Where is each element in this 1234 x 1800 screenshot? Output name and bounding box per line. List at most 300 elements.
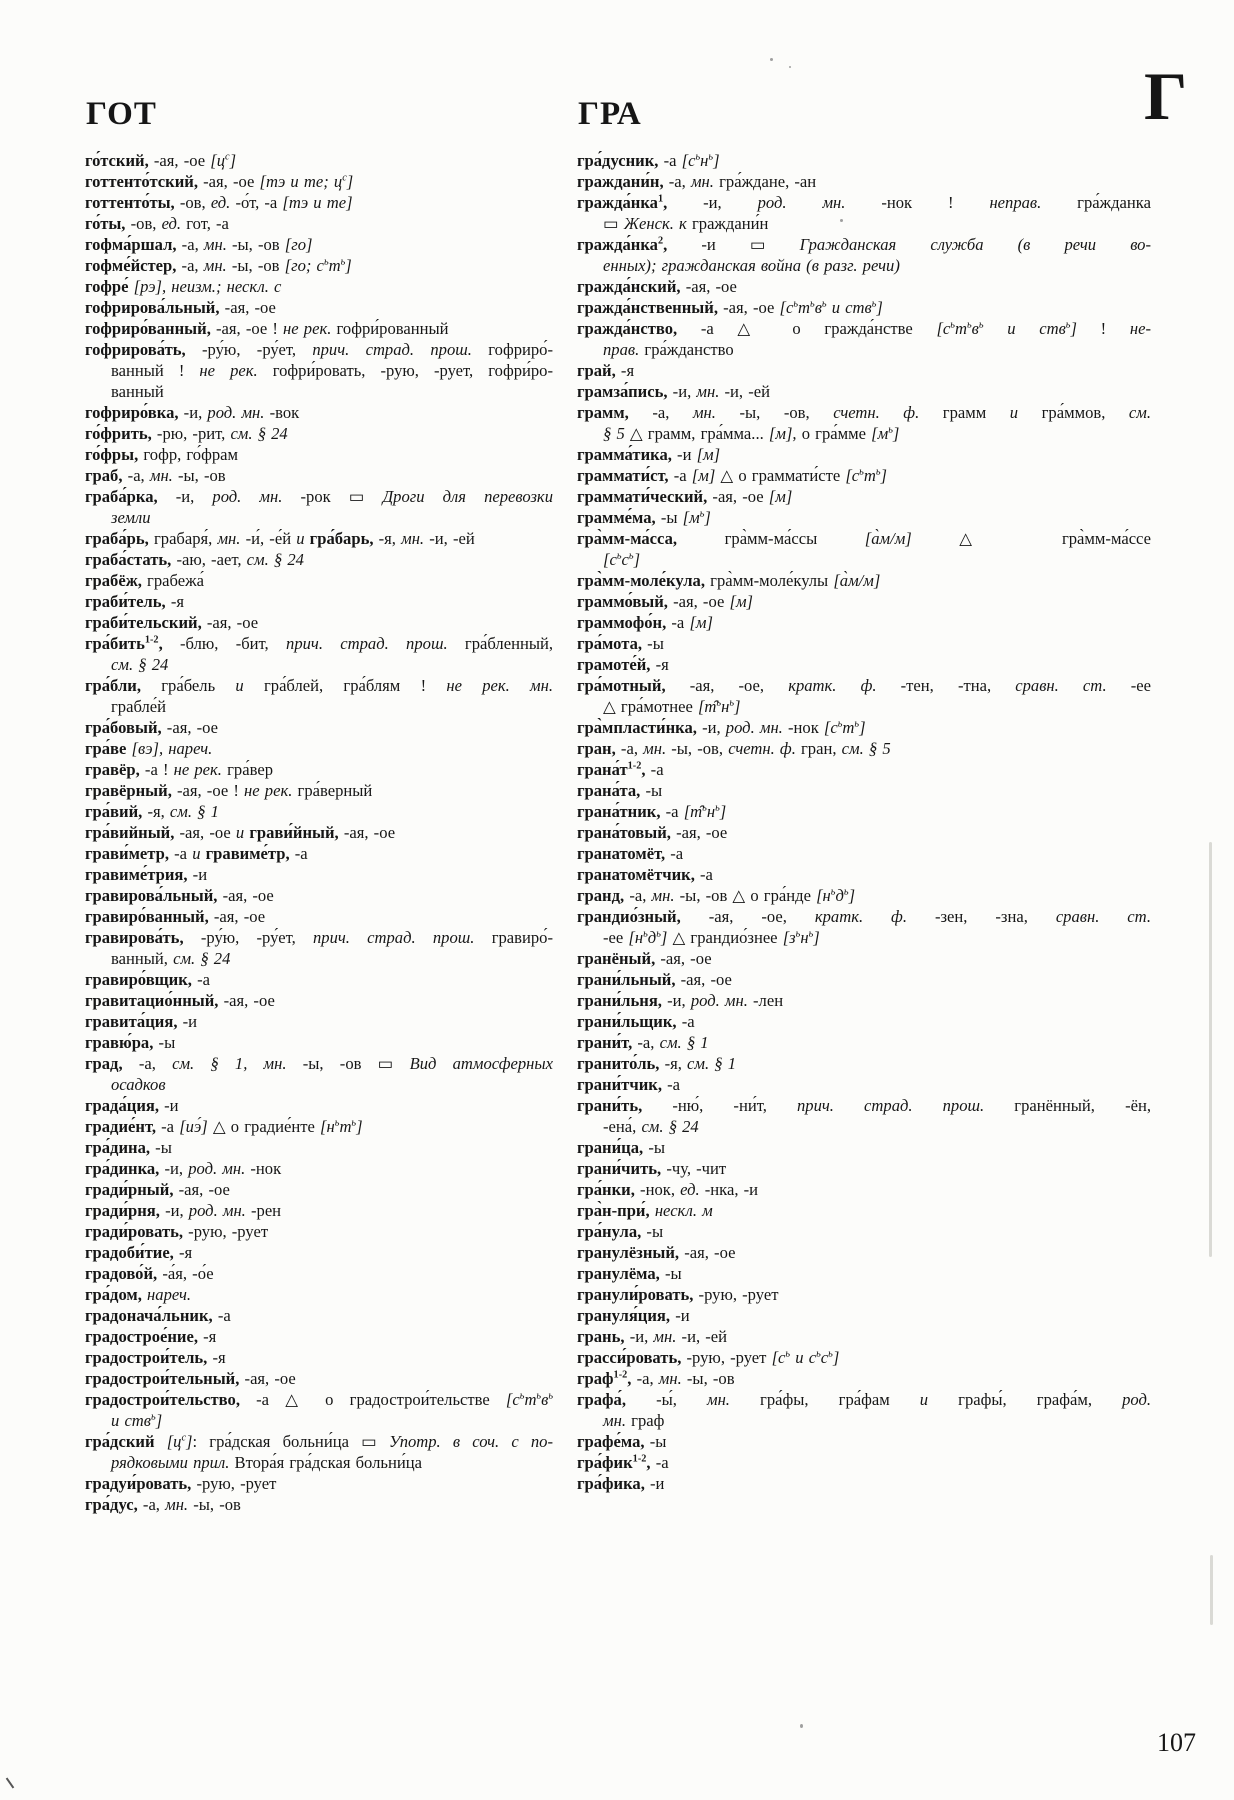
entry-line: [577, 759, 1151, 780]
text-segment: ,: [627, 1369, 632, 1388]
text-segment: ]: [345, 256, 352, 275]
entry-line: [577, 738, 1151, 759]
text-segment: и с: [790, 1348, 817, 1367]
text-segment: -ая, -ое: [218, 991, 275, 1010]
text-segment: гра́верный: [292, 781, 373, 800]
text-segment: прич. страд. прош.: [312, 928, 475, 947]
text-segment: гранулёзный,: [577, 1243, 680, 1262]
text-segment: не-: [1129, 319, 1151, 338]
dictionary-entry: [577, 717, 1151, 738]
text-segment: гра́блей, гра́блям !: [243, 676, 447, 695]
text-segment: -ы: [659, 1264, 682, 1283]
text-segment: грамм: [919, 403, 1010, 422]
text-segment: род. мн.: [188, 1201, 246, 1220]
text-segment: Дроги для перевозки: [382, 487, 553, 506]
text-segment: -а: [658, 151, 682, 170]
entry-line: [577, 423, 1151, 444]
text-segment: ь: [816, 1348, 821, 1360]
entry-line: [85, 1347, 553, 1368]
text-segment: -и,: [696, 718, 726, 737]
entry-line: [85, 1473, 553, 1494]
text-segment: мн.: [692, 403, 716, 422]
dictionary-entry: [85, 528, 553, 549]
text-segment: ь: [715, 802, 720, 814]
text-segment: -ы, -ов: [188, 1495, 241, 1514]
text-segment: [м]: [768, 487, 793, 506]
entry-line: [85, 1494, 553, 1515]
text-segment: -а: [289, 844, 308, 863]
text-segment: гради́рня,: [85, 1201, 160, 1220]
text-segment: ь: [830, 886, 836, 898]
entry-line: [577, 675, 1151, 696]
text-segment: графе́ма,: [577, 1432, 645, 1451]
dictionary-entry: [85, 1011, 553, 1032]
dictionary-entry: [85, 675, 553, 717]
text-segment: гофрирова́ть,: [85, 340, 186, 359]
text-segment: [иэ́]: [179, 1117, 208, 1136]
text-segment: -а: [666, 613, 690, 632]
text-segment: -ы: [655, 508, 683, 527]
text-segment: готтенто́ты,: [85, 193, 175, 212]
text-segment: ь: [729, 697, 735, 709]
text-segment: -а: [645, 760, 664, 779]
text-segment: -а,: [137, 1495, 166, 1514]
dictionary-entry: [85, 1200, 553, 1221]
text-segment: -а,: [176, 235, 204, 254]
dictionary-entry: [85, 1473, 553, 1494]
text-segment: см. § 1, мн.: [172, 1054, 287, 1073]
text-segment: мн.: [658, 1369, 682, 1388]
text-segment: земли: [111, 508, 151, 527]
text-segment: [н: [816, 886, 831, 905]
entry-line: [577, 591, 1151, 612]
text-segment: гравита́ция,: [85, 1012, 178, 1031]
text-segment: -и, -ей: [676, 1327, 728, 1346]
text-segment: гра́фик: [577, 1453, 633, 1472]
entry-line: [85, 507, 553, 528]
text-segment: гравиме́трия,: [85, 865, 188, 884]
entry-line: [577, 213, 1151, 234]
entry-line: [85, 633, 553, 654]
entry-line: [577, 1284, 1151, 1305]
text-segment: [м: [682, 508, 700, 527]
text-segment: -ы, -ов ▭: [286, 1054, 410, 1073]
text-segment: готтенто́тский,: [85, 172, 198, 191]
text-segment: ]: [880, 466, 887, 485]
text-segment: ванный: [111, 382, 164, 401]
text-segment: -а,: [624, 886, 652, 905]
entry-line: [577, 1095, 1151, 1116]
corner-mark: [6, 1778, 15, 1789]
text-segment: ь: [519, 1390, 525, 1402]
text-segment: -а: [168, 844, 193, 863]
text-segment: -аю, -ает,: [171, 550, 247, 569]
text-segment: н: [800, 928, 809, 947]
dictionary-entry: [577, 1095, 1151, 1137]
entry-line: [85, 1263, 553, 1284]
text-segment: 1-2: [632, 1453, 647, 1465]
entry-line: [577, 654, 1151, 675]
text-segment: -ая, -ое !: [171, 781, 245, 800]
entry-line: [85, 192, 553, 213]
entry-line: [577, 801, 1151, 822]
text-segment: о гра́мме: [796, 424, 872, 443]
text-segment: !: [1076, 319, 1130, 338]
entry-line: [577, 192, 1151, 213]
text-segment: гот, -а: [181, 214, 229, 233]
text-segment: -ы, -ов: [172, 466, 226, 485]
text-segment: т: [339, 1117, 352, 1136]
text-segment: ь: [843, 886, 849, 898]
text-segment: прич. страд. прош.: [286, 634, 448, 653]
text-segment: граф: [625, 1411, 665, 1430]
text-segment: △ гра̀мм-ма́ссе: [911, 529, 1151, 548]
text-segment: -ы: [150, 1138, 172, 1157]
text-segment: грани́чить,: [577, 1159, 662, 1178]
text-segment: мн.: [690, 172, 714, 191]
entry-line: [577, 990, 1151, 1011]
text-segment: грамме́ма,: [577, 508, 656, 527]
text-segment: ь: [708, 151, 714, 163]
dictionary-entry: [577, 1305, 1151, 1326]
text-segment: -и,: [157, 487, 213, 506]
text-segment: гра́фы, гра́фам: [729, 1390, 920, 1409]
entry-line: [85, 612, 553, 633]
dictionary-entry: [577, 507, 1151, 528]
dictionary-entry: [85, 801, 553, 822]
text-segment: мн.: [643, 739, 667, 758]
entry-line: [577, 1326, 1151, 1347]
text-segment: -ая, -ое: [148, 151, 211, 170]
text-segment: -нок: [782, 718, 824, 737]
text-segment: граммофо́н,: [577, 613, 667, 632]
text-segment: гра́дом,: [85, 1285, 142, 1304]
text-segment: граби́тельский,: [85, 613, 202, 632]
text-segment: ]: [719, 802, 727, 821]
text-segment: -ая, -ое: [173, 1180, 230, 1199]
entry-line: [85, 276, 553, 297]
dictionary-entry: [577, 1032, 1151, 1053]
text-segment: [с: [771, 1348, 786, 1367]
dictionary-entry: [85, 780, 553, 801]
text-segment: грана́тник,: [577, 802, 661, 821]
text-segment: -ов,: [174, 193, 211, 212]
dictionary-entry: [85, 1053, 553, 1095]
text-segment: ]: [734, 697, 741, 716]
text-segment: -зен, -зна,: [907, 907, 1056, 926]
text-segment: -ая, -ое,: [680, 907, 815, 926]
text-segment: грани́льня,: [577, 991, 662, 1010]
text-segment: т: [863, 466, 876, 485]
text-segment: гра́вер: [221, 760, 273, 779]
entry-line: [577, 696, 1151, 717]
dictionary-entry: [85, 339, 553, 402]
entry-line: [577, 843, 1151, 864]
dictionary-entry: [85, 738, 553, 759]
dictionary-entry: [577, 276, 1151, 297]
text-segment: гравёрный,: [85, 781, 172, 800]
text-segment: гра́бовый,: [85, 718, 162, 737]
text-segment: кратк. ф.: [814, 907, 907, 926]
entry-line: [577, 255, 1151, 276]
text-segment: гра́бленный,: [447, 634, 554, 653]
entry-line: [577, 780, 1151, 801]
dictionary-entry: [85, 1158, 553, 1179]
text-segment: ь: [871, 298, 877, 310]
text-segment: гражда́нка: [577, 235, 658, 254]
text-segment: ь: [702, 802, 707, 814]
text-segment: грамм,: [577, 403, 629, 422]
text-segment: △ о градие́нте: [207, 1117, 321, 1136]
text-segment: гранулёма,: [577, 1264, 660, 1283]
text-segment: см. § 1: [659, 1033, 709, 1052]
text-segment: -я: [165, 592, 184, 611]
text-segment: 1-2: [627, 760, 642, 772]
text-segment: 1: [657, 193, 664, 205]
entry-line: [85, 1095, 553, 1116]
entry-line: [85, 1452, 553, 1473]
text-segment: см. § 5: [841, 739, 891, 758]
text-segment: ь: [875, 466, 881, 478]
entry-line: [85, 297, 553, 318]
text-segment: -и,: [178, 403, 208, 422]
text-segment: △ грандио́знее: [667, 928, 783, 947]
text-segment: ь: [1065, 319, 1071, 331]
text-segment: 1-2: [613, 1369, 628, 1381]
text-segment: -я,: [373, 529, 402, 548]
text-segment: -ая, -ое: [680, 277, 737, 296]
text-segment: -и,: [661, 991, 691, 1010]
dictionary-entry: [577, 1347, 1151, 1368]
text-segment: ь: [808, 928, 814, 940]
text-segment: гра́вий,: [85, 802, 143, 821]
text-segment: прав.: [603, 340, 640, 359]
text-segment: граб,: [85, 466, 123, 485]
dictionary-entry: [577, 822, 1151, 843]
text-segment: ,: [663, 235, 668, 254]
text-segment: гра̀н-при́,: [577, 1201, 650, 1220]
text-segment: ]: [876, 298, 883, 317]
text-segment: грань,: [577, 1327, 625, 1346]
entry-line: [577, 444, 1151, 465]
text-segment: не рек.: [173, 760, 222, 779]
column-right: [577, 150, 1151, 1515]
text-segment: [го]: [284, 235, 313, 254]
dictionary-entry: [85, 150, 553, 171]
entry-line: [85, 885, 553, 906]
dictionary-entry: [577, 1221, 1151, 1242]
text-segment: -ы, -ов,: [666, 739, 729, 758]
section-letter: Г: [1144, 58, 1188, 134]
text-segment: ь: [950, 319, 955, 331]
text-segment: -и: [644, 1474, 665, 1493]
text-segment: го́фры,: [85, 445, 139, 464]
text-segment: -ру́ю, -ру́ет,: [185, 340, 313, 359]
entry-line: [577, 150, 1151, 171]
entry-line: [85, 948, 553, 969]
text-segment: грана́товый,: [577, 823, 671, 842]
entry-line: [85, 969, 553, 990]
dictionary-entry: [577, 1452, 1151, 1473]
text-segment: градие́нт,: [85, 1117, 156, 1136]
text-segment: ь: [643, 928, 648, 940]
dictionary-entry: [85, 402, 553, 423]
dictionary-entry: [577, 1179, 1151, 1200]
text-segment: -а !: [139, 760, 174, 779]
text-segment: в: [971, 319, 979, 338]
text-segment: -чу, -чит: [661, 1159, 727, 1178]
text-segment: -ена́,: [603, 1117, 642, 1136]
text-segment: гофриро́вка,: [85, 403, 179, 422]
text-segment: ]: [713, 151, 720, 170]
text-segment: гранатомёт,: [577, 844, 666, 863]
text-segment: ь: [821, 298, 827, 310]
entry-line: [85, 843, 553, 864]
text-segment: род. мн.: [757, 193, 846, 212]
text-segment: -и: [177, 1012, 198, 1031]
text-segment: -лен: [747, 991, 784, 1010]
dictionary-entry: [577, 843, 1151, 864]
text-segment: -ы́,: [626, 1390, 707, 1409]
dictionary-entry: [85, 1242, 553, 1263]
text-segment: -и,: [159, 1201, 189, 1220]
dictionary-entry: [85, 1263, 553, 1284]
text-segment: гравирова́льный,: [85, 886, 218, 905]
text-segment: и: [235, 676, 244, 695]
text-segment: гражда́нственный,: [577, 298, 718, 317]
text-segment: гравиро́вщик,: [85, 970, 192, 989]
text-segment: с: [621, 550, 629, 569]
text-segment: и: [919, 1390, 929, 1409]
text-segment: -я: [173, 1243, 193, 1262]
text-segment: -а: [665, 844, 684, 863]
text-segment: нескл. м: [654, 1201, 713, 1220]
dictionary-entry: [85, 759, 553, 780]
text-segment: -о́т, -а: [230, 193, 283, 212]
text-segment: [с: [936, 319, 951, 338]
dictionary-entry: [85, 1284, 553, 1305]
text-segment: -и,: [667, 193, 758, 212]
text-segment: [рэ], неизм.; нескл. с: [133, 277, 282, 296]
text-segment: ь: [151, 1411, 156, 1423]
text-segment: ь: [548, 1390, 553, 1402]
entry-line: [577, 486, 1151, 507]
text-segment: ]: [633, 550, 641, 569]
text-segment: граба́рка,: [85, 487, 158, 506]
entry-line: [577, 381, 1151, 402]
text-segment: гравирова́ть,: [85, 928, 184, 947]
dictionary-entry: [85, 1221, 553, 1242]
text-segment: ь: [351, 1117, 357, 1129]
dictionary-entry: [85, 318, 553, 339]
entry-line: [577, 1032, 1151, 1053]
entry-line: [577, 276, 1151, 297]
entry-line: [85, 990, 553, 1011]
column-left: [85, 150, 553, 1515]
text-segment: -ая, -ое: [174, 823, 236, 842]
text-segment: мн.: [706, 1390, 730, 1409]
entry-line: [577, 1200, 1151, 1221]
text-segment: ед.: [680, 1180, 700, 1199]
text-segment: гофриро́ванный,: [85, 319, 211, 338]
text-segment: гра̀мм-моле́кулы: [705, 571, 834, 590]
text-segment: [м]: [696, 445, 721, 464]
text-segment: см. § 1: [169, 802, 219, 821]
text-segment: с: [820, 1348, 829, 1367]
text-segment: грамма́тика,: [577, 445, 672, 464]
entry-line: [85, 1011, 553, 1032]
text-segment: -а́я, -о́е: [157, 1264, 214, 1283]
entry-line: [85, 1116, 553, 1137]
entry-line: [85, 465, 553, 486]
entry-line: [85, 738, 553, 759]
entry-line: [577, 1452, 1151, 1473]
text-segment: н: [700, 151, 709, 170]
dictionary-entry: [577, 171, 1151, 192]
text-segment: го́тский,: [85, 151, 149, 170]
text-segment: грана́та,: [577, 781, 641, 800]
scan-speck: [789, 66, 791, 68]
dictionary-entry: [577, 1389, 1151, 1431]
text-segment: ,: [663, 193, 668, 212]
text-segment: -ая, -ое: [655, 949, 712, 968]
text-segment: граждани́н: [686, 214, 769, 233]
text-segment: Гражданская служба (в речи во-: [799, 235, 1151, 254]
text-segment: сравн. ст.: [1015, 676, 1107, 695]
dictionary-entry: [85, 885, 553, 906]
dictionary-entry: [85, 549, 553, 570]
text-segment: -ая, -ое: [679, 1243, 736, 1262]
text-segment: ]: [186, 1432, 193, 1451]
dictionary-entry: [85, 213, 553, 234]
text-segment: сравн. ст.: [1055, 907, 1152, 926]
text-segment: -рен: [245, 1201, 282, 1220]
text-segment: ь: [795, 928, 801, 940]
text-segment: [м],: [768, 424, 797, 443]
entry-line: [577, 402, 1151, 423]
dictionary-entry: [85, 297, 553, 318]
text-segment: -нка, -и: [699, 1180, 759, 1199]
text-segment: -рую, -рует: [191, 1474, 277, 1493]
text-segment: -я,: [659, 1054, 688, 1073]
text-segment: грабаря́,: [148, 529, 218, 548]
page-edge-shadow: [1209, 842, 1212, 1257]
text-segment: ]: [155, 1411, 163, 1430]
text-segment: град,: [85, 1054, 123, 1073]
text-segment: ь: [837, 718, 843, 730]
text-segment: ед.: [210, 193, 231, 212]
text-segment: ]: [813, 928, 820, 947]
text-segment: гофри́ровать, -рую, -рует, гофри́ро-: [257, 361, 553, 380]
text-segment: ь: [334, 1117, 340, 1129]
entry-line: [85, 780, 553, 801]
text-segment: градоби́тие,: [85, 1243, 174, 1262]
text-segment: -ы: [640, 781, 663, 800]
text-segment: гофре́: [85, 277, 129, 296]
text-segment: -а,: [122, 466, 150, 485]
text-segment: -и: [670, 1306, 690, 1325]
text-segment: -вок: [264, 403, 300, 422]
entry-line: [85, 717, 553, 738]
text-segment: гра́ждане, -ан: [713, 172, 817, 191]
dictionary-entry: [577, 1242, 1151, 1263]
text-segment: -ая, -ое: [198, 172, 260, 191]
text-segment: гра́нула,: [577, 1222, 642, 1241]
text-segment: ь: [699, 508, 705, 520]
entry-line: [85, 1053, 553, 1074]
text-segment: род. мн.: [188, 1159, 246, 1178]
dictionary-entry: [85, 234, 553, 255]
